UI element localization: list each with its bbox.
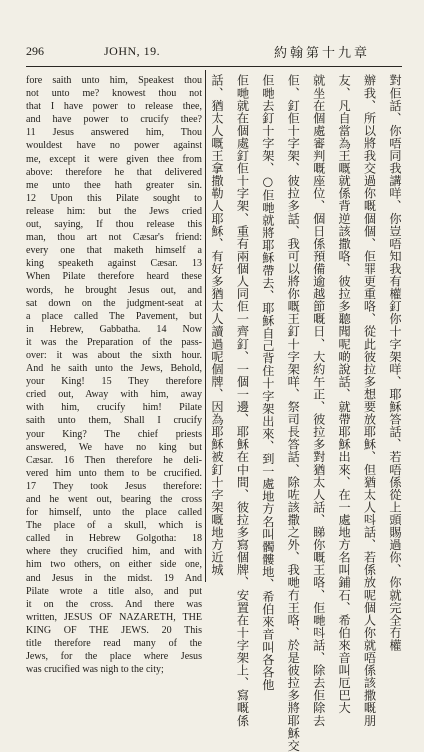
english-line: me, except it were given thee from xyxy=(26,153,202,165)
english-line: me unto thee hath greater sin. xyxy=(26,179,202,191)
english-line: sat down on the judgment-seat at xyxy=(26,297,202,309)
english-line: Pilate wrote a title also, and put xyxy=(26,585,202,597)
running-head: JOHN, 19. xyxy=(104,44,161,58)
english-line: every one that maketh himself a xyxy=(26,245,202,257)
english-line: above: therefore he that delivered xyxy=(26,166,202,178)
english-line: a place called The Pavement, but xyxy=(26,310,202,322)
english-line: not unto me? knowest thou not xyxy=(26,88,202,100)
english-line: written, JESUS OF NAZARETH, THE xyxy=(26,611,202,623)
english-line: out, saying, If thou release this xyxy=(26,219,202,231)
chinese-column: 佢哋去釘十字架、○佢哋就將耶穌帶去、耶穌自己背住十字架出來、到一處地方名叫髑髏地、希伯來音叫各各他 xyxy=(260,74,275,691)
english-line: over: it was about the sixth hour. xyxy=(26,349,202,361)
chinese-column: 辦我、所以將我交過你嘅個個、佢罪更重咯、從此彼拉多想要放耶穌、但猶太人呌話、若係放呢個人你就唔係該撒嘅朋 xyxy=(362,74,377,727)
chinese-column: 對佢話、你唔同我講咩、你豈唔知我有權釘你十字架咩、耶穌答話、若唔係從上頭賜過你、你就完全冇權 xyxy=(387,74,402,652)
english-line: your King! 15 They therefore xyxy=(26,376,202,388)
english-line: for himself, unto the place called xyxy=(26,507,202,519)
english-line: And he saith unto the Jews, Behold, xyxy=(26,363,202,375)
english-line: cried out, Away with him, away xyxy=(26,389,202,401)
chinese-column: 佢、釘佢十字架、彼拉多話、我可以將你嘅王釘十字架咩、祭司長答話、除咗該撒之外、我哋冇王咯、於是彼拉多將耶穌交 xyxy=(286,74,301,752)
english-line: king speaketh against Cæsar. 13 xyxy=(26,258,202,270)
english-line: KING OF THE JEWS. 20 This xyxy=(26,624,202,636)
english-line: vered him unto them to be crucified. xyxy=(26,467,202,479)
english-line: Jews, for the place where Jesus xyxy=(26,651,202,663)
english-line: wouldest have no power against xyxy=(26,140,202,152)
english-line: answered, We have no king but xyxy=(26,441,202,453)
english-text-column xyxy=(26,74,202,676)
english-line: him two others, on either side one, xyxy=(26,559,202,571)
english-line: fore saith unto him, Speakest thou xyxy=(26,75,202,86)
english-line: it was the Preparation of the pass- xyxy=(26,336,202,348)
english-line: your King? The chief priests xyxy=(26,428,202,440)
english-line: called in Hebrew Golgotha: 18 xyxy=(26,533,202,545)
english-line: The place of a skull, which is xyxy=(26,520,202,532)
english-line: where they crucified him, and with xyxy=(26,546,202,558)
english-line: words, he brought Jesus out, and xyxy=(26,284,202,296)
english-line: title therefore read many of the xyxy=(26,638,202,650)
chinese-column: 話、猶太人嘅王拿撒勒人耶穌、有好多猶太人讀過呢個牌、因為耶穌被釘十字架嘅地方近城 xyxy=(210,74,224,576)
page-header xyxy=(26,44,402,64)
english-line: that I have power to release thee, xyxy=(26,101,202,113)
column-divider xyxy=(205,70,206,582)
english-line: it on the cross. And there was xyxy=(26,598,202,610)
chinese-text-columns xyxy=(210,74,402,752)
english-line: man, thou art not Cæsar's friend: xyxy=(26,232,202,244)
chinese-running-head: 約翰第十九章 xyxy=(273,46,370,61)
chinese-column: 友、凡自當為王嘅就係背逆該撒咯、彼拉多聽聞呢啲說話、就帶耶穌出來、在一處地方名叫鋪石、希伯來音叫厄巴大 xyxy=(337,74,352,715)
english-line: 11 Jesus answered him, Thou xyxy=(26,127,202,139)
english-line: in Hebrew, Gabbatha. 14 Now xyxy=(26,323,202,335)
chinese-column: 就坐在個處審判嘅座位、個日係預備逾越節嘅日、大約午正、彼拉多對猶太人話、睇你嘅王咯、佢哋呌話、除去佢除去 xyxy=(311,74,326,727)
header-rule xyxy=(26,66,402,67)
english-line: 17 They took Jesus therefore: xyxy=(26,480,202,492)
english-line: release him: but the Jews cried xyxy=(26,205,202,217)
chinese-column: 佢哋就在個處釘佢十字架、重有兩個人同佢一齊釘、一個一邊、耶穌在中間、彼拉多寫個牌、安置在十字架上、寫嘅係 xyxy=(235,74,250,727)
english-line: Cæsar. 16 Then therefore he deli- xyxy=(26,454,202,466)
english-line: and Jesus in the midst. 19 And xyxy=(26,572,202,584)
english-line: 12 Upon this Pilate sought to xyxy=(26,192,202,204)
english-line: and he went out, bearing the cross xyxy=(26,494,202,505)
english-line: saith unto them, Shall I crucify xyxy=(26,415,202,427)
english-line: When Pilate therefore heard these xyxy=(26,271,202,283)
english-line: was crucified was nigh to the city; xyxy=(26,664,164,676)
english-line: and have power to crucify thee? xyxy=(26,114,202,126)
page-number: 296 xyxy=(26,44,44,58)
english-line: with him, crucify him! Pilate xyxy=(26,402,202,414)
